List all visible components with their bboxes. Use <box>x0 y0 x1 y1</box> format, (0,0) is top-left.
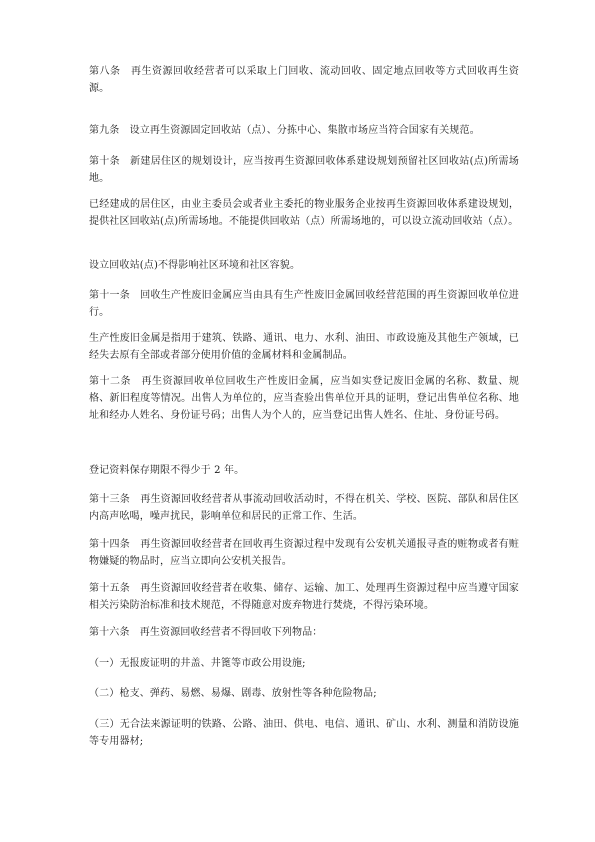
article-10-paragraph-2: 已经建成的居住区，由业主委员会或者业主委托的物业服务企业按再生资源回收体系建设规划，提供社区回收站(点)所需场地。不能提供回收站（点）所需场地的，可以设立流动回收站（点）。 <box>89 199 519 227</box>
article-14: 第十四条 再生资源回收经营者在回收再生资源过程中发现有公安机关通报寻查的赃物或者有赃物嫌疑的物品时，应当立即向公安机关报告。 <box>89 539 519 567</box>
article-12-paragraph-2: 登记资料保存期限不得少于 2 年。 <box>89 465 245 476</box>
article-10-paragraph-3: 设立回收站(点)不得影响社区环境和社区容貌。 <box>89 260 301 271</box>
article-11-paragraph-2: 生产性废旧金属是指用于建筑、铁路、通讯、电力、水利、油田、市政设施及其他生产领域，已经失去原有全部或者部分使用价值的金属材料和金属制品。 <box>89 333 519 361</box>
article-16-item-1: （一）无报废证明的井盖、井篦等市政公用设施; <box>89 658 306 669</box>
article-9: 第九条 设立再生资源固定回收站（点）、分拣中心、集散市场应当符合国家有关规范。 <box>89 125 480 136</box>
article-12: 第十二条 再生资源回收单位回收生产性废旧金属，应当如实登记废旧金属的名称、数量、规格、新旧程度等情况。出售人为单位的，应当查验出售单位开具的证明，登记出售单位名称、地址和经办人姓名、身份证号码；出售人为个人的，应当登记出售人姓名、住址、身份证号码。 <box>89 376 519 421</box>
article-16-item-3: （三）无合法来源证明的铁路、公路、油田、供电、电信、通讯、矿山、水利、测量和消防设施等专用器材; <box>89 719 519 747</box>
article-13: 第十三条 再生资源回收经营者从事流动回收活动时，不得在机关、学校、医院、部队和居住区内高声吆喝，噪声扰民，影响单位和居民的正常工作、生活。 <box>89 494 519 522</box>
article-15: 第十五条 再生资源回收经营者在收集、储存、运输、加工、处理再生资源过程中应当遵守国家相关污染防治标准和技术规范，不得随意对废弃物进行焚烧，不得污染环境。 <box>89 583 519 611</box>
article-16: 第十六条 再生资源回收经营者不得回收下列物品： <box>89 627 323 638</box>
article-11: 第十一条 回收生产性废旧金属应当由具有生产性废旧金属回收经营范围的再生资源回收单位进行。 <box>89 290 519 318</box>
article-8: 第八条 再生资源回收经营者可以采取上门回收、流动回收、固定地点回收等方式回收再生资源。 <box>89 66 519 94</box>
article-10: 第十条 新建居住区的规划设计，应当按再生资源回收体系建设规划预留社区回收站(点)所需场地。 <box>89 156 519 184</box>
article-16-item-2: （二）枪支、弹药、易燃、易爆、剧毒、放射性等各种危险物品; <box>89 688 377 699</box>
